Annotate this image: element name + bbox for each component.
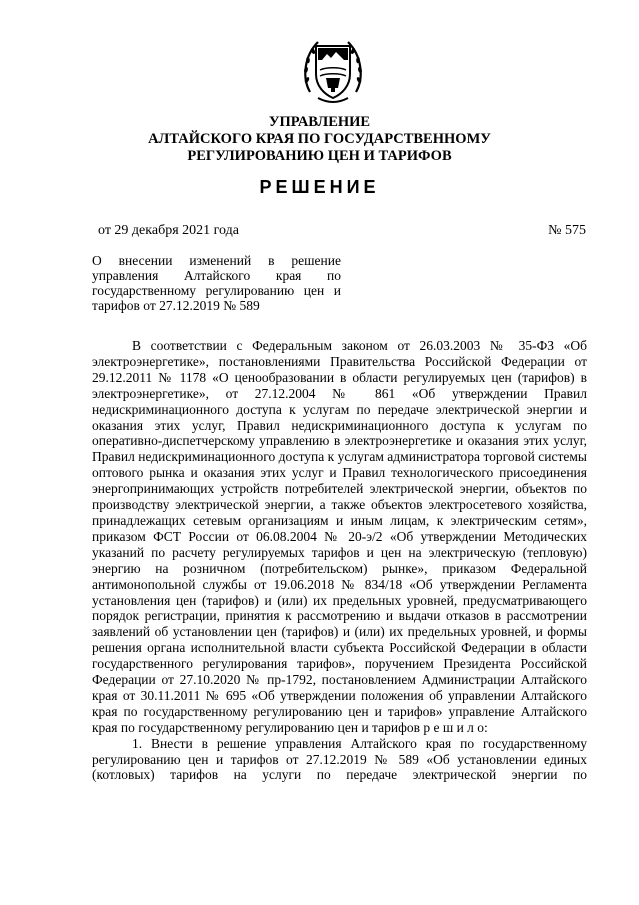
document-subject: О внесении изменений в решение управления Алтайского края по государственному регулированию цен и тарифов от 27.12.2019 № 589 bbox=[92, 253, 341, 313]
coat-of-arms-icon bbox=[298, 30, 368, 110]
document-type-title: РЕШЕНИЕ bbox=[259, 177, 380, 197]
body-paragraph-1: В соответствии с Федеральным законом от 26.03.2003 № 35-ФЗ «Об электроэнергетике», постановлениями Правительства Российской Федерации от 29.12.2011 № 1178 «О ценообразовании в области регулируемых цен (тарифов) в электроэнергетике», от 27.12.2004 № 861 «Об утверждении Правил недискриминационного доступа к услугам по передаче электрической энергии и оказания этих услуг, Правил недискриминационного доступа к услугам по оперативно-диспетчерскому управлению в электроэнергетике и оказания этих услуг, Правил недискриминационного доступа к услугам администратора торговой системы оптового рынка и оказания этих услуг и Правил технологического присоединения энергопринимающих устройств потребителей электрической энергии, объектов по производству электрической энергии, а также объектов электросетевого хозяйства, принадлежащих сетевым организациям и иным лицам, к электрическим сетям», приказом ФСТ России от 06.08.2004 № 20-э/2 «Об утверждении Методических указаний по расчету регулируемых тарифов и цен на электрическую (тепловую) энергию на розничном (потребительском) рынке», приказом Федеральной антимонопольной службы от 19.06.2018 № 834/18 «Об утверждении Регламента установления цен (тарифов) и (или) их предельных уровней, предусматривающего порядок регистрации, принятия к рассмотрению и выдачи отказов в рассмотрении заявлений об установлении цен (тарифов) и (или) их предельных уровней, и формы решения органа исполнительной власти субъекта Российской Федерации в области государственного регулирования тарифов», поручением Президента Российской Федерации от 27.10.2020 № пр-1792, постановлением Администрации Алтайского края от 30.11.2011 № 695 «Об утверждении положения об управлении Алтайского края по государственному регулированию цен и тарифов» управление Алтайского края по государственному регулированию цен и тарифов р е ш и л о: bbox=[92, 338, 587, 735]
org-name-line3: РЕГУЛИРОВАНИЮ ЦЕН И ТАРИФОВ bbox=[187, 148, 452, 164]
document-date: от 29 декабря 2021 года bbox=[98, 223, 239, 238]
document-body bbox=[92, 338, 587, 783]
org-name-line2: АЛТАЙСКОГО КРАЯ ПО ГОСУДАРСТВЕННОМУ bbox=[148, 131, 491, 147]
body-paragraph-2: 1. Внести в решение управления Алтайского края по государственному регулированию цен и тарифов от 27.12.2019 № 589 «Об установлении единых (котловых) тарифов на услуги по передаче электрической энергии по bbox=[92, 735, 587, 783]
document-number: № 575 bbox=[548, 223, 586, 238]
org-name-line1: УПРАВЛЕНИЕ bbox=[268, 114, 371, 130]
